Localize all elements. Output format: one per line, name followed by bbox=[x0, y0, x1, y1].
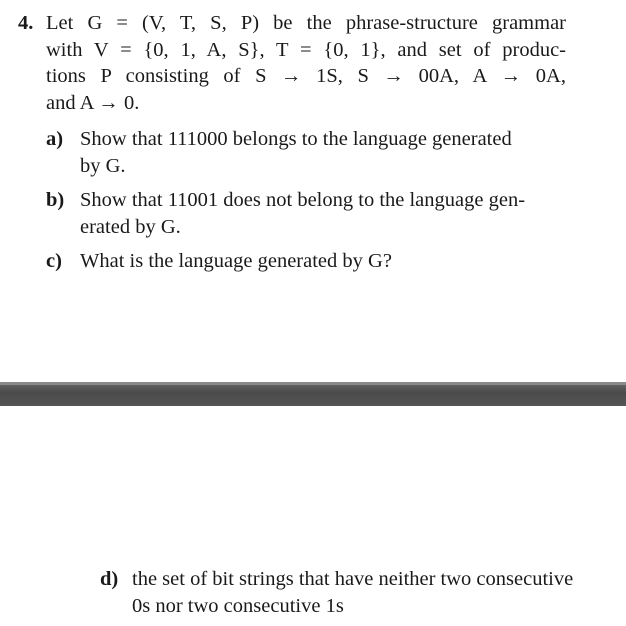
statement-line: tions P consisting of S → 1S, S → 00A, A → 0A, bbox=[46, 65, 566, 87]
statement-line: Let G = (V, T, S, P) be the phrase-structure grammar bbox=[46, 12, 566, 34]
subpart-text: the set of bit strings that have neither two consecutive bbox=[132, 568, 574, 590]
subpart-text: erated by G. bbox=[80, 215, 181, 238]
statement-line: and A → 0. bbox=[46, 91, 140, 114]
statement-line: with V = {0, 1, A, S}, T = {0, 1}, and set of produc- bbox=[46, 38, 566, 61]
subpart-text: Show that 11001 does not belong to the language gen- bbox=[80, 189, 526, 211]
subpart-label: b) bbox=[46, 189, 65, 211]
subpart-text: What is the language generated by G? bbox=[80, 250, 392, 272]
subpart-c bbox=[46, 248, 566, 275]
separator-bar bbox=[0, 382, 626, 406]
subpart-d-fragment bbox=[100, 566, 620, 620]
subparts-list bbox=[46, 126, 566, 275]
subpart-label: c) bbox=[46, 250, 62, 272]
subpart-label: d) bbox=[100, 568, 119, 590]
problem-4 bbox=[18, 10, 566, 283]
subpart-label: a) bbox=[46, 128, 64, 150]
subpart-b bbox=[46, 187, 566, 240]
problem-number: 4. bbox=[18, 12, 34, 34]
subpart-text: Show that 111000 belongs to the language generated bbox=[80, 128, 512, 150]
subpart-a bbox=[46, 126, 566, 179]
subpart-text: 0s nor two consecutive 1s bbox=[132, 595, 344, 617]
subpart-text: by G. bbox=[80, 154, 126, 177]
problem-statement bbox=[46, 10, 566, 116]
